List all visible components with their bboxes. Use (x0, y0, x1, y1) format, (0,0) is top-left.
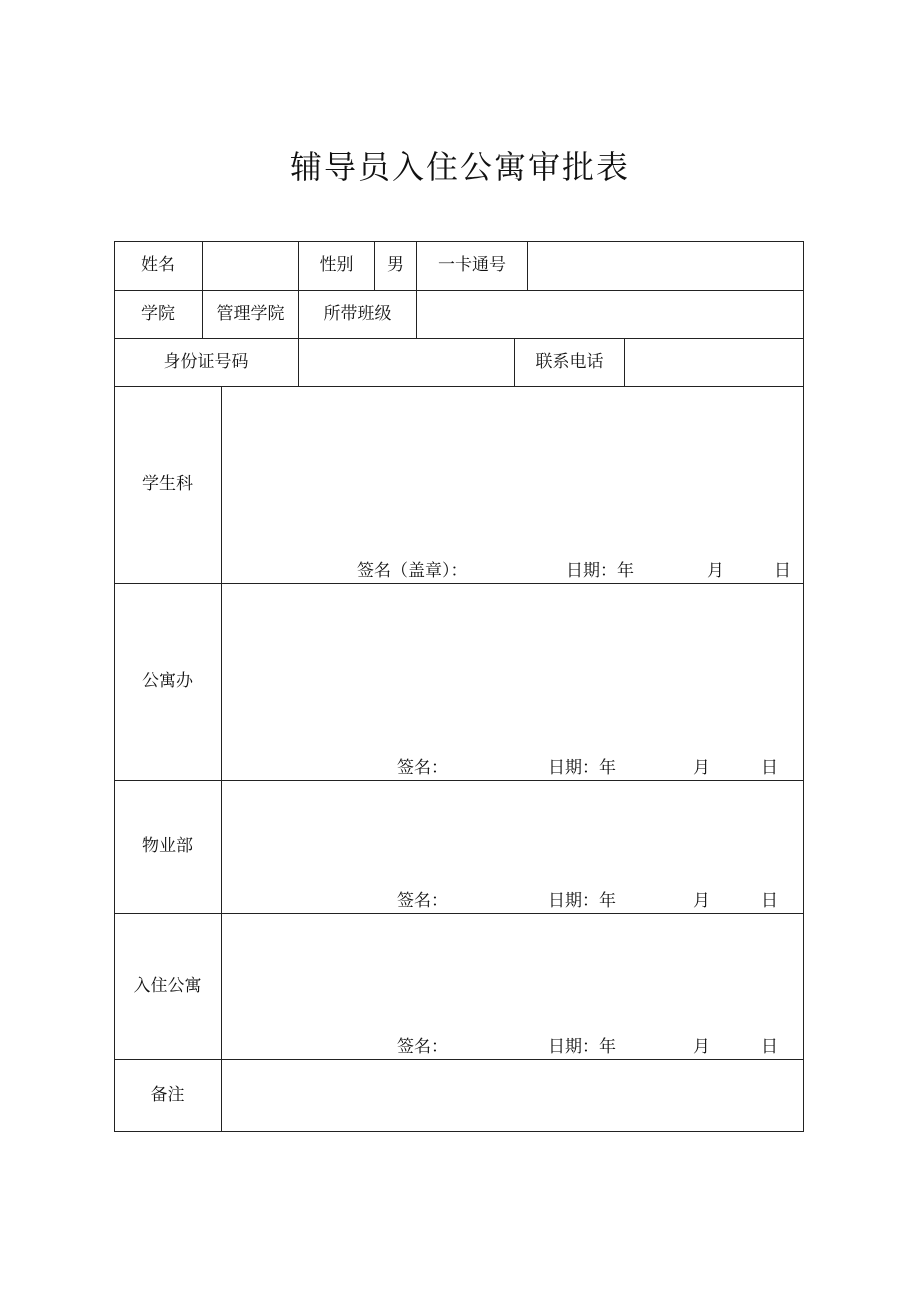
move-in-opinion-area[interactable] (222, 914, 803, 1033)
sign-label: 签名： (397, 1037, 448, 1057)
month-label: 月 (707, 561, 724, 581)
apartment-office-opinion-area[interactable] (222, 584, 803, 754)
section-label-student-affairs: 学生科 (142, 474, 193, 494)
date-label: 日期：年 (548, 891, 616, 911)
student-affairs-opinion-area[interactable] (222, 387, 803, 557)
id-number-field[interactable] (299, 338, 514, 386)
day-label: 日 (761, 1037, 778, 1057)
name-label: 姓名 (141, 255, 175, 275)
college-label: 学院 (141, 303, 175, 324)
day-label: 日 (761, 891, 778, 911)
card-number-field[interactable] (528, 241, 803, 290)
section-label-move-in: 入住公寓 (133, 975, 202, 996)
phone-label: 联系电话 (535, 351, 604, 372)
day-label: 日 (774, 561, 791, 581)
month-label: 月 (693, 891, 710, 911)
phone-field[interactable] (625, 338, 803, 386)
name-field[interactable] (203, 241, 298, 290)
remarks-field[interactable] (222, 1060, 803, 1131)
approval-form-table (114, 241, 804, 1132)
date-label: 日期：年 (548, 1037, 616, 1057)
day-label: 日 (761, 758, 778, 778)
class-label: 所带班级 (323, 303, 392, 324)
month-label: 月 (693, 758, 710, 778)
sign-seal-label: 签名（盖章）： (357, 561, 468, 581)
section-label-apartment-office: 公寓办 (142, 671, 193, 691)
form-title: 辅导员入住公寓审批表 (289, 148, 630, 186)
sign-label: 签名： (397, 758, 448, 778)
id-number-label: 身份证号码 (163, 351, 249, 372)
date-label: 日期：年 (548, 758, 616, 778)
gender-label: 性别 (319, 255, 354, 275)
table-border-right (803, 241, 804, 1132)
date-label: 日期：年 (566, 561, 634, 581)
college-value[interactable]: 管理学院 (216, 303, 285, 324)
sign-label: 签名： (397, 891, 448, 911)
month-label: 月 (693, 1037, 710, 1057)
table-border-bottom (114, 1131, 804, 1132)
section-label-property-department: 物业部 (142, 836, 193, 856)
gender-value[interactable]: 男 (387, 255, 404, 275)
class-field[interactable] (417, 290, 803, 338)
property-department-opinion-area[interactable] (222, 781, 803, 887)
remarks-label: 备注 (150, 1084, 185, 1105)
card-number-label: 一卡通号 (438, 255, 506, 275)
